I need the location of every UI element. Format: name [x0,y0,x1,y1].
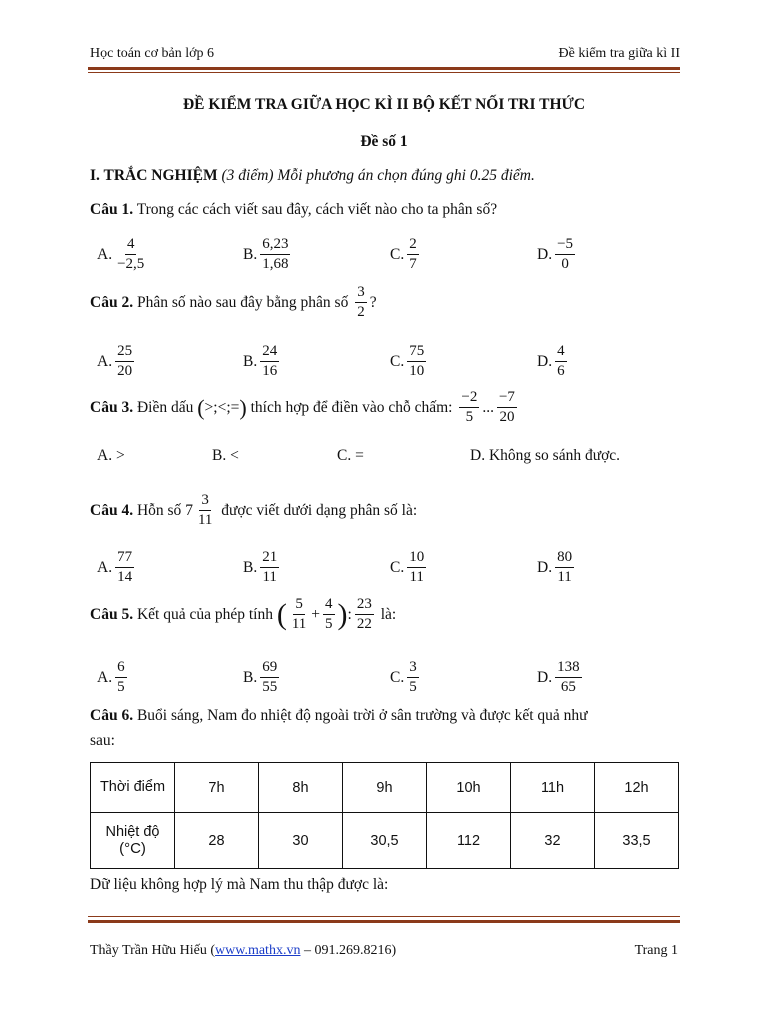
numerator: 6,23 [260,236,290,255]
fraction [290,596,308,634]
q1-option-d[interactable] [537,236,578,274]
section-label: I. TRẮC NGHIỆM [90,167,218,184]
numerator: 75 [407,343,426,362]
unit-label: (°C) [119,840,146,857]
option-letter: D. [537,245,553,263]
denominator: 1,68 [262,256,289,273]
q3-option-a[interactable]: A. > [97,447,125,464]
question-5-label: Câu 5. [90,605,134,623]
question-mark: ? [369,293,377,311]
temperature-table [90,762,679,869]
numerator: 3 [355,284,367,303]
header-rule-thick [88,67,680,70]
q2-option-c[interactable] [390,343,429,381]
fraction [555,549,574,587]
fraction [260,659,279,697]
question-2 [90,284,377,322]
question-5 [90,596,396,634]
row-label: Nhiệt độ [105,824,160,840]
question-1-text: Trong các cách viết sau đây, cách viết nào cho ta phân số? [136,201,498,218]
fraction [260,236,290,274]
denominator: 20 [117,363,133,380]
table-cell: 9h [343,763,427,813]
footer-rule-thick [88,920,680,923]
numerator: 4 [555,343,567,362]
q4-option-d[interactable] [537,549,577,587]
option-letter: B. [243,245,258,263]
option-letter: C. [390,558,405,576]
table-cell: 30,5 [343,813,427,869]
numerator: 3 [199,492,211,511]
option-letter: C. [390,245,405,263]
numerator: 138 [555,659,582,678]
signs: >;<;= [204,398,240,416]
q3-option-b[interactable]: B. < [212,447,239,464]
question-3-label: Câu 3. [90,398,134,416]
fraction [555,659,582,697]
fraction [407,343,426,381]
fraction [260,549,279,587]
question-6-line-2: sau: [90,732,115,749]
numerator: 24 [260,343,279,362]
open-paren: ( [276,597,287,631]
table-header-cell [91,813,175,869]
option-letter: D. [537,668,553,686]
denominator: 11 [262,569,277,586]
question-1 [90,201,497,219]
q5-option-a[interactable] [97,659,130,697]
numerator: −2 [459,389,479,408]
header-rule-thin [88,72,680,73]
footer-left [90,943,396,959]
denominator: 7 [409,256,417,273]
option-letter: A. [97,352,113,370]
numerator: 6 [115,659,127,678]
numerator: 23 [355,596,374,615]
divide-sign: : [347,605,352,623]
q4-option-b[interactable] [243,549,282,587]
denominator: 65 [560,679,576,696]
table-cell: 33,5 [595,813,679,869]
numerator: 77 [115,549,134,568]
numerator: 69 [260,659,279,678]
q2-option-a[interactable] [97,343,137,381]
denominator: 5 [465,409,474,426]
fraction [459,389,479,427]
q1-option-a[interactable] [97,236,149,274]
fraction [407,659,419,697]
denominator: 11 [409,569,424,586]
fraction [115,236,146,274]
q5-option-b[interactable] [243,659,282,697]
header-right: Đề kiểm tra giữa kì II [558,46,680,61]
denominator: 11 [197,512,213,529]
fraction [407,236,419,274]
table-cell: 28 [175,813,259,869]
q4-option-c[interactable] [390,549,429,587]
fraction [260,343,279,381]
plus-sign: + [311,605,321,623]
option-letter: C. [390,668,405,686]
fraction [355,284,367,322]
close-paren: ) [337,597,348,631]
q2-option-b[interactable] [243,343,282,381]
fraction [115,343,134,381]
numerator: 80 [555,549,574,568]
numerator: 25 [115,343,134,362]
fraction [497,389,517,427]
footer-contact: – 091.269.8216) [300,943,397,958]
denominator: −2,5 [117,256,145,273]
numerator: 4 [125,236,137,255]
question-4-label: Câu 4. [90,501,134,519]
denominator: 5 [325,616,333,633]
footer-rule-thin [88,916,680,917]
table-cell: 8h [259,763,343,813]
fraction [355,596,374,634]
question-4-text-2: được viết dưới dạng phân số là: [221,501,418,519]
question-2-label: Câu 2. [90,293,134,311]
denominator: 22 [356,616,372,633]
denominator: 55 [262,679,278,696]
option-letter: C. [390,352,405,370]
option-letter: B. [243,558,258,576]
section-note: (3 điểm) Mỗi phương án chọn đúng ghi 0.25 điểm. [221,167,535,184]
fraction [196,492,214,530]
denominator: 6 [557,363,565,380]
table-row [91,763,679,813]
denominator: 5 [117,679,125,696]
question-1-label: Câu 1. [90,201,134,218]
fraction [115,659,127,697]
question-5-text-1: Kết quả của phép tính [136,605,273,623]
question-6-text: Buổi sáng, Nam đo nhiệt độ ngoài trời ở sân trường và được kết quả như [136,707,588,724]
q5-option-d[interactable] [537,659,585,697]
header-left: Học toán cơ bản lớp 6 [90,46,215,61]
fraction [555,343,567,381]
question-3-text-1: Điền dấu [136,398,194,416]
page-title: ĐỀ KIỂM TRA GIỮA HỌC KÌ II BỘ KẾT NỐI TRI THỨC [182,96,586,113]
fraction [555,236,575,274]
numerator: 5 [293,596,305,615]
numerator: 3 [407,659,419,678]
q2-option-d[interactable] [537,343,570,381]
option-letter: B. [243,668,258,686]
fraction [115,549,134,587]
open-paren: ( [197,394,205,420]
option-letter: A. [97,668,113,686]
numerator: −7 [497,389,517,408]
question-2-text: Phân số nào sau đây bằng phân số [136,293,349,311]
question-4 [90,492,417,530]
denominator: 14 [117,569,133,586]
table-cell: 32 [511,813,595,869]
question-4-text-1: Hỗn số [136,501,182,519]
q4-option-a[interactable] [97,549,137,587]
question-6-after: Dữ liệu không hợp lý mà Nam thu thập được là: [90,876,389,893]
table-cell: 112 [427,813,511,869]
table-cell: 30 [259,813,343,869]
dots: ... [482,398,494,416]
close-paren: ) [239,394,247,420]
question-6 [90,707,588,725]
page-subtitle: Đề số 1 [360,133,408,150]
option-letter: B. [243,352,258,370]
q1-option-b[interactable] [243,236,293,274]
option-letter: D. [537,558,553,576]
question-3-text-2: thích hợp để điền vào chỗ chấm: [250,398,453,416]
denominator: 11 [557,569,572,586]
q5-option-c[interactable] [390,659,422,697]
question-6-label: Câu 6. [90,707,134,724]
page-number: Trang 1 [634,943,678,958]
option-letter: D. [537,352,553,370]
denominator: 5 [409,679,417,696]
numerator: −5 [555,236,575,255]
q3-option-d[interactable]: D. Không so sánh được. [470,447,621,464]
question-5-text-2: là: [380,605,397,623]
denominator: 10 [409,363,425,380]
fraction [323,596,335,634]
numerator: 21 [260,549,279,568]
q1-option-c[interactable] [390,236,422,274]
numerator: 4 [323,596,335,615]
footer-author: Thầy Trần Hữu Hiếu ( [90,943,216,958]
q3-option-c[interactable]: C. = [337,447,364,464]
denominator: 0 [561,256,569,273]
denominator: 11 [291,616,307,633]
table-cell: 10h [427,763,511,813]
section-heading [90,167,535,185]
table-cell: 12h [595,763,679,813]
denominator: 2 [357,304,365,321]
numerator: 2 [407,236,419,255]
table-cell: 7h [175,763,259,813]
option-letter: A. [97,558,113,576]
table-row [91,813,679,869]
option-letter: A. [97,245,113,263]
mixed-whole: 7 [185,501,193,519]
fraction [407,549,426,587]
denominator: 20 [499,409,515,426]
table-cell: 11h [511,763,595,813]
website-link[interactable]: www.mathx.vn [215,943,301,958]
table-header-cell: Thời điểm [91,763,175,813]
numerator: 10 [407,549,426,568]
question-3 [90,389,520,427]
denominator: 16 [262,363,278,380]
